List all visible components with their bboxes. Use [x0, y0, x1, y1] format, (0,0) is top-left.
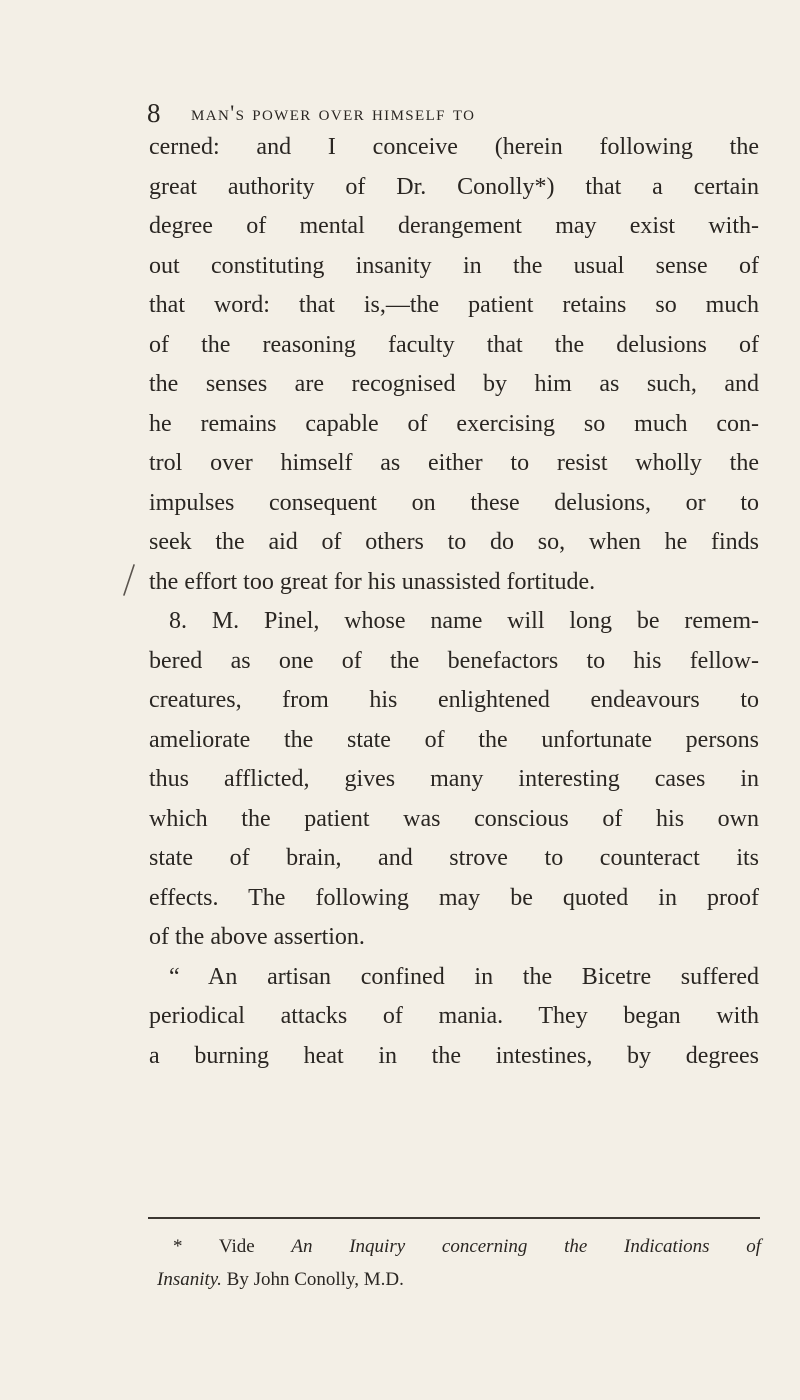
- main-text: [149, 128, 759, 1076]
- text-line: degree of mental derangement may exist with-: [149, 213, 759, 239]
- text-line: trol over himself as either to resist wholly the: [149, 450, 759, 476]
- text-line: creatures, from his enlightened endeavours to: [149, 687, 759, 713]
- footnote-author: By John Conolly, M.D.: [221, 1269, 404, 1290]
- footnote-title-end: Insanity.: [157, 1269, 222, 1290]
- running-head: [147, 98, 707, 130]
- text-line: seek the aid of others to do so, when he finds: [149, 529, 759, 555]
- page-number: 8: [147, 98, 162, 128]
- footnote: [157, 1230, 761, 1296]
- quotation-start-line: “ An artisan confined in the Bicetre suffered: [169, 963, 759, 990]
- text-line: bered as one of the benefactors to his fellow-: [149, 647, 759, 674]
- footnote-title: An Inquiry concerning the Indications of: [291, 1236, 762, 1257]
- text-line: which the patient was conscious of his own: [149, 805, 759, 832]
- footnote-line: [157, 1230, 761, 1263]
- text-line: impulses consequent on these delusions, or to: [149, 489, 759, 516]
- text-line: great authority of Dr. Conolly*) that a certain: [149, 173, 759, 200]
- text-line: out constituting insanity in the usual sense of: [149, 252, 759, 279]
- running-title: man's power over himself to: [191, 100, 476, 125]
- margin-pencil-mark: [121, 563, 137, 597]
- text-line: ameliorate the state of the unfortunate persons: [149, 726, 759, 753]
- text-line: cerned: and I conceive (herein following the: [149, 134, 759, 160]
- text-line: of the reasoning faculty that the delusions of: [149, 331, 759, 358]
- text-line: effects. The following may be quoted in proof: [149, 884, 759, 911]
- footnote-line: [157, 1263, 761, 1296]
- text-line: that word: that is,—the patient retains so much: [149, 292, 759, 318]
- text-line: the senses are recognised by him as such, and: [149, 371, 759, 397]
- text-line: a burning heat in the intestines, by degrees: [149, 1042, 759, 1069]
- footnote-marker: * Vide: [173, 1236, 292, 1257]
- text-line: of the above assertion.: [149, 924, 365, 950]
- text-line: he remains capable of exercising so much con-: [149, 410, 759, 437]
- text-line: state of brain, and strove to counteract its: [149, 845, 759, 871]
- footnote-rule: [148, 1217, 760, 1219]
- text-line: thus afflicted, gives many interesting cases in: [149, 766, 759, 792]
- text-line: the effort too great for his unassisted fortitude.: [149, 568, 596, 595]
- paragraph-start-line: 8. M. Pinel, whose name will long be remem-: [169, 608, 759, 634]
- text-line: periodical attacks of mania. They began with: [149, 1003, 759, 1029]
